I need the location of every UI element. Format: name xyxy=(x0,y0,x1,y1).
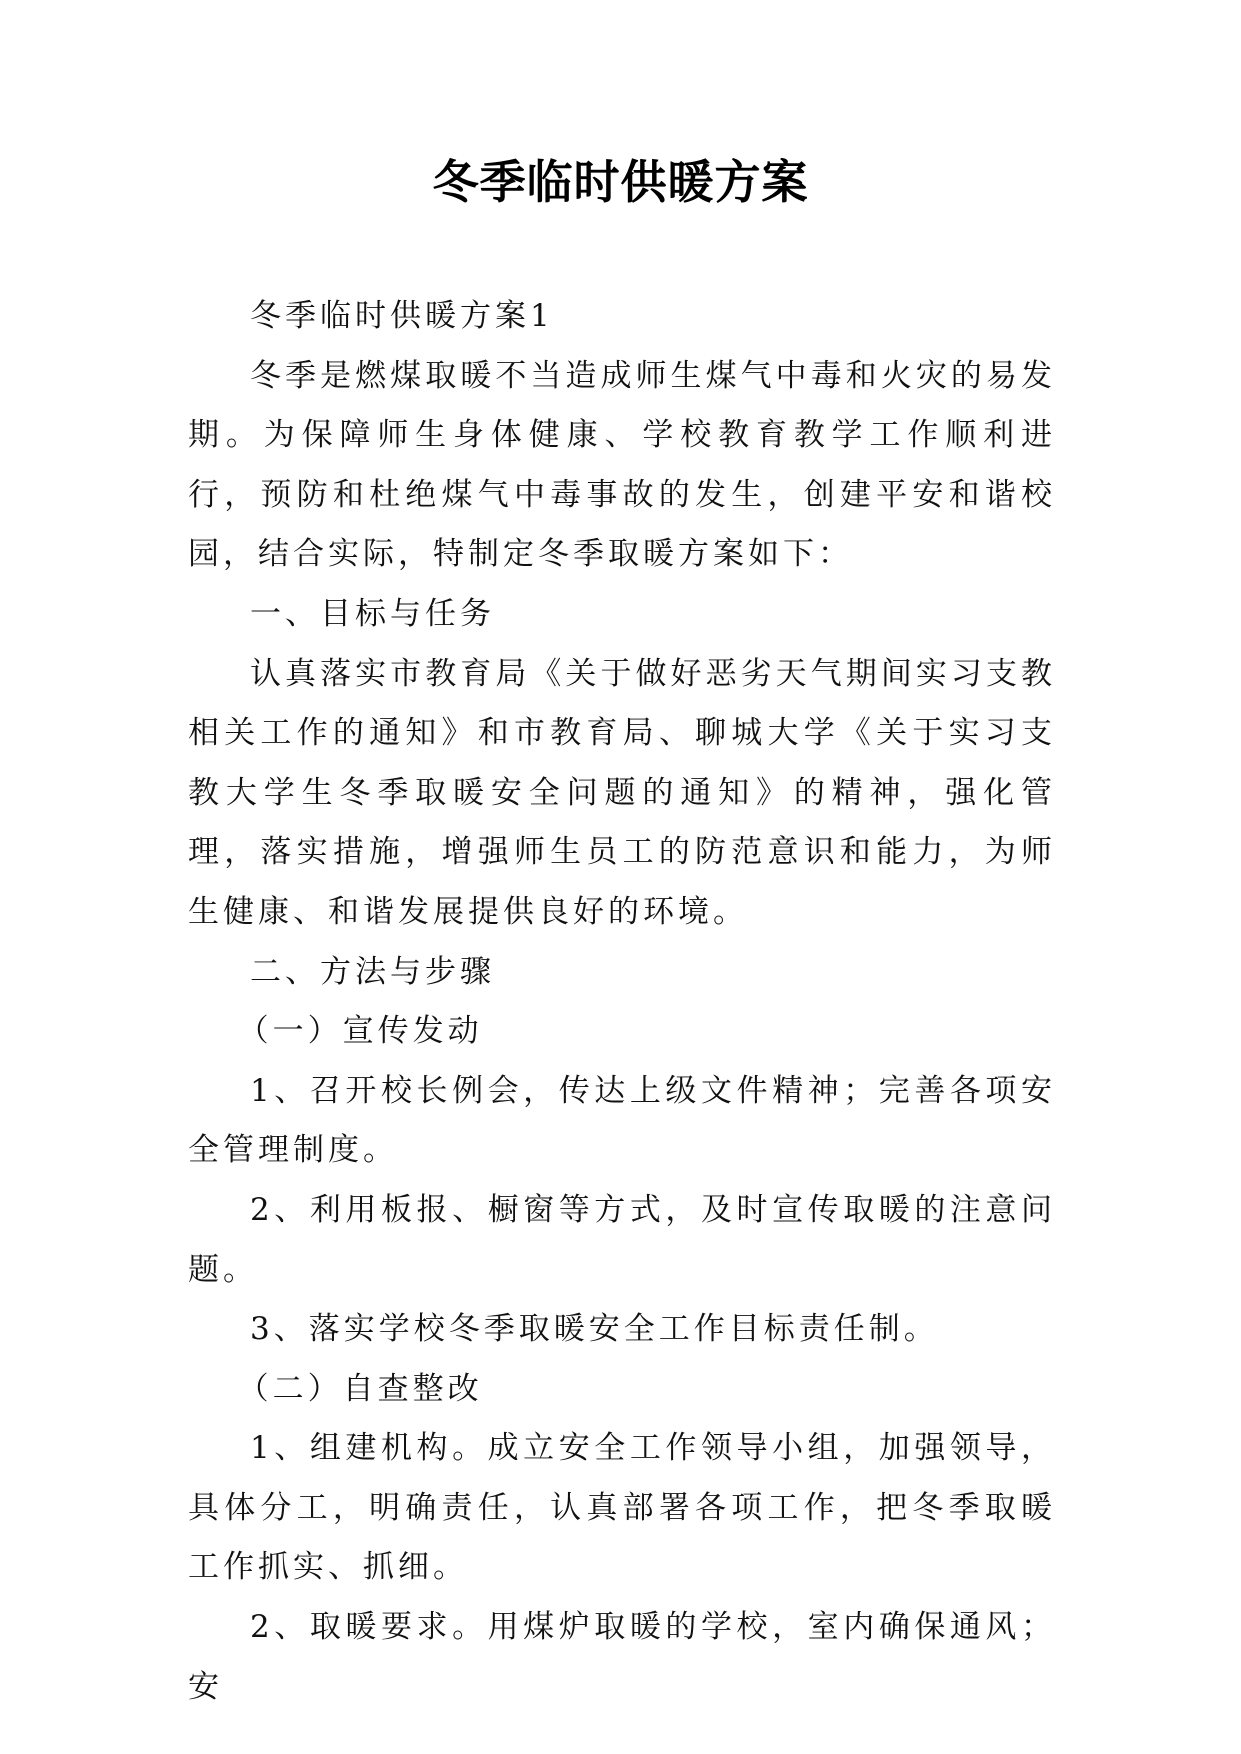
document-title: 冬季临时供暖方案 xyxy=(432,155,809,209)
list-item: 1、组建机构。成立安全工作领导小组，加强领导，具体分工，明确责任，认真部署各项工作，把冬季取暖工作抓实、抓细。 xyxy=(188,1430,1056,1586)
section-heading: 一、目标与任务 xyxy=(250,595,495,632)
paragraph: 认真落实市教育局《关于做好恶劣天气期间实习支教相关工作的通知》和市教育局、聊城大学《关于实习支教大学生冬季取暖安全问题的通知》的精神，强化管理，落实措施，增强师生员工的防范意识和能力，为师生健康、和谐发展提供良好的环境。 xyxy=(188,655,1056,930)
section-heading: 冬季临时供暖方案1 xyxy=(250,298,554,334)
list-item: 2、取暖要求。用煤炉取暖的学校，室内确保通风；安 xyxy=(188,1609,1056,1705)
section-heading: 二、方法与步骤 xyxy=(250,953,495,990)
list-item: 2、利用板报、橱窗等方式，及时宣传取暖的注意问题。 xyxy=(188,1191,1056,1288)
document-body xyxy=(188,287,1056,1717)
list-item: 3、落实学校冬季取暖安全工作目标责任制。 xyxy=(250,1311,939,1348)
list-item: 1、召开校长例会，传达上级文件精神；完善各项安全管理制度。 xyxy=(188,1072,1056,1169)
subsection-heading: （一）宣传发动 xyxy=(237,1013,483,1050)
subsection-heading: （二）自查整改 xyxy=(237,1370,483,1407)
paragraph: 冬季是燃煤取暖不当造成师生煤气中毒和火灾的易发期。为保障师生身体健康、学校教育教学工作顺利进行，预防和杜绝煤气中毒事故的发生，创建平安和谐校园，结合实际，特制定冬季取暖方案如下： xyxy=(188,357,1056,573)
